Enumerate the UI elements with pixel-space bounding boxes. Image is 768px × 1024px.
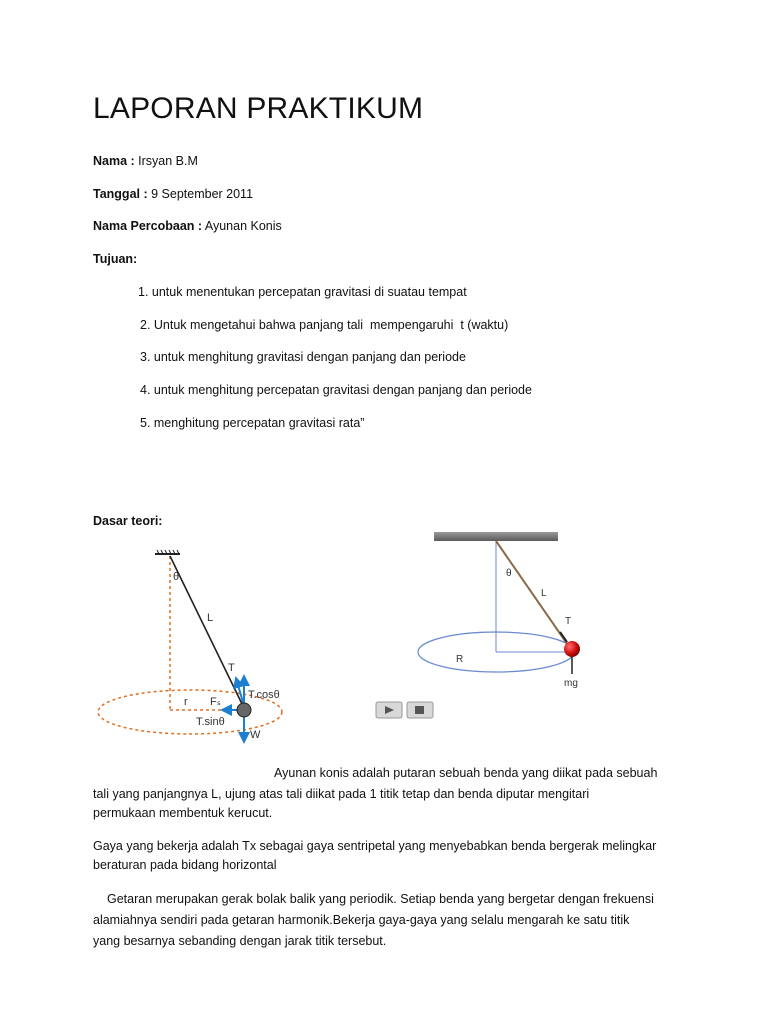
tension-vector bbox=[236, 678, 244, 706]
radius-label: r bbox=[184, 696, 188, 708]
fs-label: Fₛ bbox=[210, 696, 221, 708]
tsin-label: T.sinθ bbox=[196, 716, 225, 728]
stop-icon bbox=[415, 706, 424, 714]
paragraph-1-line-1: Ayunan konis adalah putaran sebuah benda yang diikat pada sebuah bbox=[274, 766, 658, 780]
theta-label: θ bbox=[173, 571, 180, 583]
tujuan-item: 1. untuk menentukan percepatan gravitasi di suatau tempat bbox=[138, 285, 467, 299]
tanggal-value: 9 September 2011 bbox=[147, 187, 254, 201]
stop-button[interactable] bbox=[407, 702, 433, 718]
paragraph-1-line-3: permukaan membentuk kerucut. bbox=[93, 806, 273, 820]
nama-field bbox=[93, 154, 198, 168]
theta-label: θ bbox=[506, 568, 512, 579]
page-title: LAPORAN PRAKTIKUM bbox=[93, 92, 424, 125]
percobaan-field bbox=[93, 219, 282, 233]
paragraph-3-line-2: alamiahnya sendiri pada getaran harmonik.Bekerja gaya-gaya yang selalu mengarah ke satu titik bbox=[93, 913, 630, 927]
paragraph-2-line-1: Gaya yang bekerja adalah Tx sebagai gaya sentripetal yang menyebabkan benda bergerak melingkar bbox=[93, 839, 657, 853]
length-label: L bbox=[207, 612, 214, 624]
tujuan-item: 5. menghitung percepatan gravitasi rata” bbox=[140, 416, 365, 430]
dasar-teori-label: Dasar teori: bbox=[93, 514, 163, 528]
nama-value: Irsyan B.M bbox=[138, 154, 198, 168]
tujuan-item: 4. untuk menghitung percepatan gravitasi dengan panjang dan periode bbox=[140, 383, 532, 397]
mg-label: mg bbox=[564, 678, 578, 689]
tujuan-item: 3. untuk menghitung gravitasi dengan panjang dan periode bbox=[140, 350, 466, 364]
length-label: L bbox=[541, 588, 547, 599]
string-line bbox=[170, 556, 243, 706]
tanggal-label: Tanggal : bbox=[93, 187, 148, 201]
paragraph-2-line-2: beraturan pada bidang horizontal bbox=[93, 858, 277, 872]
pendulum-bob bbox=[237, 703, 251, 717]
tanggal-field bbox=[93, 187, 253, 201]
play-button[interactable] bbox=[376, 702, 402, 718]
conical-pendulum-simulation bbox=[370, 522, 610, 732]
paragraph-3-line-3: yang besarnya sebanding dengan jarak titik tersebut. bbox=[93, 934, 387, 948]
tujuan-label: Tujuan: bbox=[93, 252, 138, 266]
nama-sep: : bbox=[127, 154, 139, 168]
percobaan-label: Nama Percobaan : bbox=[93, 219, 203, 233]
tension-label: T bbox=[228, 662, 235, 674]
radius-label: R bbox=[456, 654, 464, 665]
weight-label: W bbox=[250, 729, 261, 741]
nama-label: Nama bbox=[93, 154, 128, 168]
ceiling-bar bbox=[434, 532, 558, 541]
paragraph-1-line-2: tali yang panjangnya L, ujung atas tali diikat pada 1 titik tetap dan benda diputar mengitari bbox=[93, 787, 590, 801]
tension-label: T bbox=[565, 616, 572, 627]
conical-pendulum-diagram bbox=[90, 548, 300, 748]
paragraph-3-line-1: Getaran merupakan gerak bolak balik yang periodik. Setiap benda yang bergetar dengan frekuensi bbox=[107, 892, 654, 906]
tujuan-item: 2. Untuk mengetahui bahwa panjang tali mempengaruhi t (waktu) bbox=[140, 318, 509, 332]
tcos-label: T.cosθ bbox=[248, 689, 280, 701]
percobaan-value: Ayunan Konis bbox=[202, 219, 282, 233]
pendulum-ball bbox=[564, 641, 580, 657]
